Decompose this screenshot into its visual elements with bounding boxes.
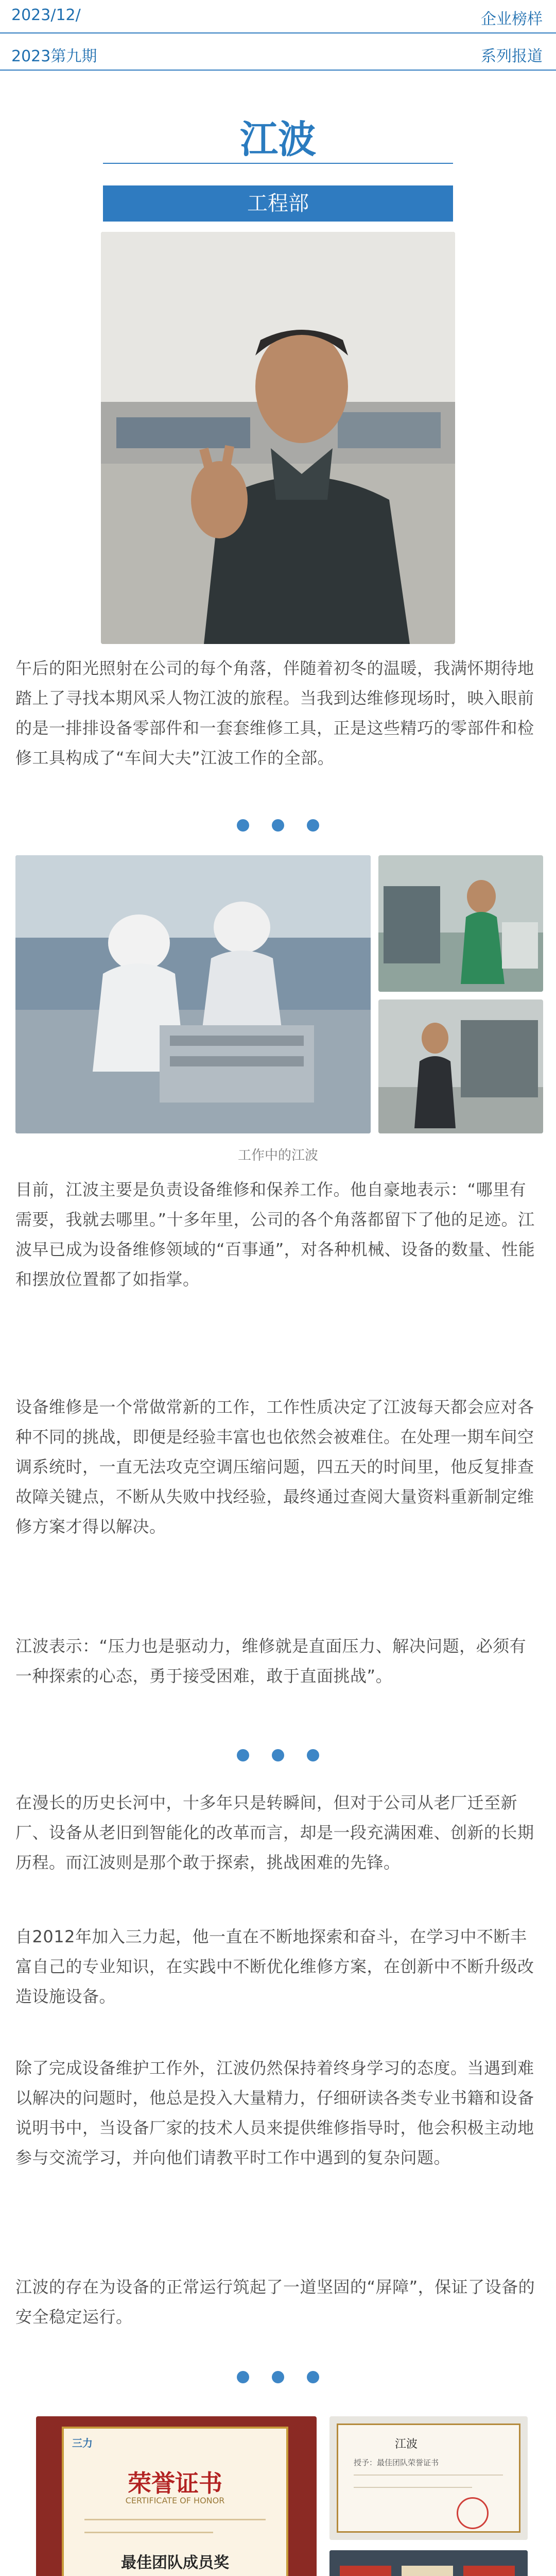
content-paragraph: 除了完成设备维护工作外，江波仍然保持着终身学习的态度。当遇到难以解决的问题时，他总是投入大量精力，仔细研读各类专业书籍和设备说明书中，当设备厂家的技术人员来提供维修指导时，他会积极主动地参与交流学习，并向他们请教平时工作中遇到的复杂问题。: [15, 2058, 534, 2167]
header-divider: [0, 32, 556, 33]
content-paragraph: 设备维修是一个常做常新的工作，工作性质决定了江波每天都会应对各种不同的挑战，即便是经验丰富也也依然会被难住。在处理一期车间空调系统时，一直无法攻克空调压缩问题，四五天的时间里，他反复排查故障关键点，不断从失败中找经验，最终通过查阅大量资料重新制定维修方案才得以解决。: [15, 1397, 534, 1536]
certificate-title: 荣誉证书: [128, 2469, 222, 2497]
divider-dot: [237, 819, 249, 832]
header-divider: [0, 70, 556, 71]
honor-certificate-photo-2: [329, 2416, 528, 2540]
content-paragraph: 江波表示：“压力也是驱动力，维修就是直面压力、解决问题，必须有一种探索的心态，勇于接受困难，敢于直面挑战”。: [15, 1636, 527, 1686]
certificate-recipient: 江波: [395, 2438, 418, 2451]
section-divider-dots: [0, 819, 556, 832]
page-title: 江波: [240, 117, 316, 162]
certificate-award: 最佳团队成员奖: [121, 2554, 229, 2572]
work-photo-top-right: [378, 855, 543, 992]
hero-portrait-photo: [101, 232, 455, 644]
divider-dot: [272, 2371, 284, 2383]
certificate-subtitle: CERTIFICATE OF HONOR: [125, 2496, 225, 2505]
content-paragraph: 自2012年加入三力起，他一直在不断地探索和奋斗，在学习中不断丰富自己的专业知识，在实践中不断优化维修方案，在创新中不断升级改造设施设备。: [15, 1927, 534, 2006]
title-underline: [103, 163, 453, 164]
content-paragraph: 目前，江波主要是负责设备维修和保养工作。他自豪地表示：“哪里有需要，我就去哪里。”十多年里，公司的各个角落都留下了他的足迹。江波早已成为设备维修领域的“百事通”，对各种机械、设备的数量、性能和摆放位置都了如指掌。: [15, 1180, 535, 1289]
divider-dot: [307, 819, 319, 832]
intro-paragraph: 午后的阳光照射在公司的每个角落，伴随着初冬的温暖，我满怀期待地踏上了寻找本期风采人物江波的旅程。当我到达维修现场时，映入眼前的是一排排设备零部件和一套套维修工具，正是这些精巧的零部件和检修工具构成了“车间大夫”江波工作的全部。: [15, 658, 534, 768]
work-photo-caption: 工作中的江波: [237, 1148, 318, 1163]
issue-date: 2023/12/: [11, 6, 81, 24]
divider-dot: [237, 1749, 249, 1761]
divider-dot: [272, 819, 284, 832]
work-photo-large: [15, 855, 371, 1133]
certificate-group-photo: [329, 2550, 528, 2576]
section-divider-dots: [0, 2371, 556, 2383]
content-paragraph: 江波的存在为设备的正常运行筑起了一道坚固的“屏障”，保证了设备的安全稳定运行。: [15, 2277, 535, 2327]
divider-dot: [307, 2371, 319, 2383]
department-badge: 工程部: [103, 185, 453, 222]
divider-dot: [307, 1749, 319, 1761]
certificate-brand-logo: 三力: [72, 2437, 93, 2449]
divider-dot: [272, 1749, 284, 1761]
issue-number: 2023第九期: [11, 47, 97, 65]
work-photo-bottom-right: [378, 999, 543, 1133]
series-label: 系列报道: [481, 47, 543, 65]
divider-dot: [237, 2371, 249, 2383]
certificate-seal: [457, 2497, 489, 2529]
certificate-sheet: [62, 2427, 288, 2576]
section-divider-dots: [0, 1749, 556, 1761]
content-paragraph: 在漫长的历史长河中，十多年只是转瞬间，但对于公司从老厂迁至新厂、设备从老旧到智能化的改革而言，却是一段充满困难、创新的长期历程。而江波则是那个敢于探索，挑战困难的先锋。: [15, 1793, 534, 1872]
column-label: 企业榜样: [481, 10, 543, 28]
honor-certificate-photo: [36, 2416, 317, 2576]
certificate-award-text: 授予：最佳团队荣誉证书: [354, 2458, 439, 2467]
